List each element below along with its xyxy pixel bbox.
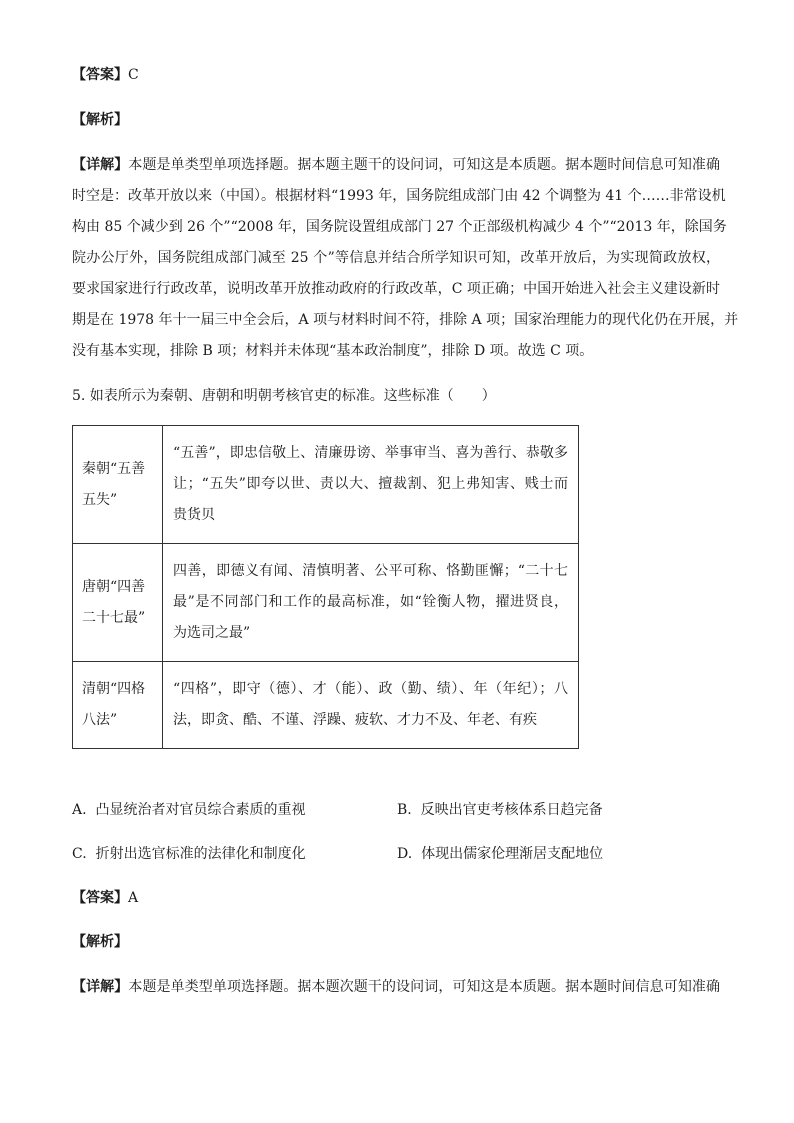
- era-cell: [73, 544, 163, 662]
- explanation-line: [72, 975, 720, 999]
- standard-line: 最”是不同部门和工作的最高标准，如“铨衡人物，擢进贤良，: [173, 594, 568, 610]
- option-letter: A.: [72, 802, 87, 818]
- standard-line: 贵货贝: [173, 507, 215, 523]
- option-letter: C.: [72, 846, 87, 862]
- era-line: 秦朝“五善: [82, 460, 146, 477]
- explanation-line: 要求国家进行行政改革，说明改革开放推动政府的行政改革，C 项正确；中国开始进入社会主义建设新时: [72, 281, 720, 297]
- explanation-line: 院办公厅外，国务院组成部门减至 25 个”等信息并结合所学知识可知，改革开放后，为实现简政放权，: [72, 250, 720, 266]
- standard-line: 法，即贪、酷、不谨、浮躁、疲软、才力不及、年老、有疾: [173, 712, 537, 728]
- option-b: [397, 798, 603, 822]
- standard-line: “五善”，即忠信敬上、清廉毋谤、举事审当、喜为善行、恭敬多: [173, 445, 568, 461]
- explanation-text: 本题是单类型单项选择题。据本题主题干的设问词，可知这是本质题。据本题时间信息可知准确: [128, 157, 721, 173]
- option-text: 反映出官吏考核体系日趋完备: [420, 802, 603, 818]
- table-row: [73, 544, 579, 662]
- standard-line: 为选司之最”: [173, 625, 251, 641]
- answer-value: A: [128, 890, 139, 906]
- analysis-label: 【解析】: [72, 112, 128, 128]
- explanation-text: 本题是单类型单项选择题。据本题次题干的设问词，可知这是本质题。据本题时间信息可知准确: [128, 979, 721, 995]
- analysis-heading: [72, 108, 128, 132]
- era-cell: [73, 426, 163, 544]
- era-line: 二十七最”: [82, 609, 146, 626]
- standard-cell: [163, 426, 579, 544]
- option-letter: B.: [397, 802, 412, 818]
- answer-line: [72, 63, 139, 87]
- era-line: 清朝“四格: [82, 681, 146, 697]
- table-row: [73, 662, 579, 749]
- analysis-heading: [72, 930, 128, 954]
- era-cell: [73, 662, 163, 749]
- option-c: [72, 842, 306, 866]
- analysis-label: 【解析】: [72, 934, 128, 950]
- option-letter: D.: [397, 846, 413, 862]
- standard-line: “四格”，即守（德）、才（能）、政（勤、绩）、年（年纪）；八: [173, 681, 568, 697]
- option-text: 体现出儒家伦理渐居支配地位: [421, 846, 604, 862]
- explanation-line: 时空是：改革开放以来（中国）。根据材料“1993 年，国务院组成部门由 42 个调整为 41 个……非常设机: [72, 188, 726, 204]
- standard-line: 让；“五失”即夸以世、责以大、擅裁割、犯上弗知害、贱士而: [173, 476, 568, 492]
- table-row: [73, 426, 579, 544]
- explanation-label: 【详解】: [72, 979, 129, 995]
- answer-value: C: [128, 67, 139, 83]
- option-text: 凸显统治者对官员综合素质的重视: [95, 802, 306, 818]
- era-line: 唐朝“四善: [82, 578, 146, 595]
- option-a: [72, 798, 305, 822]
- standard-line: 四善，即德义有闻、清慎明著、公平可称、恪勤匪懈；“二十七: [173, 563, 568, 579]
- question-stem: 5. 如表所示为秦朝、唐朝和明朝考核官吏的标准。这些标准（ ）: [72, 388, 496, 404]
- explanation-line: 构由 85 个减少到 26 个”“2008 年，国务院设置组成部门 27 个正部级机构减少 4 个”“2013 年，除国务: [72, 219, 727, 235]
- option-d: [397, 842, 603, 866]
- answer-label: 【答案】: [72, 890, 128, 906]
- standard-cell: [163, 544, 579, 662]
- standard-cell: [163, 662, 579, 749]
- option-text: 折射出选官标准的法律化和制度化: [95, 846, 306, 862]
- answer-label: 【答案】: [72, 67, 128, 83]
- explanation-line: 期是在 1978 年十一届三中全会后，A 项与材料时间不符，排除 A 项；国家治理能力的现代化仍在开展，并: [72, 312, 739, 328]
- explanation-line: 没有基本实现，排除 B 项；材料并未体现“基本政治制度”，排除 D 项。故选 C 项。: [72, 343, 594, 359]
- standards-table: [72, 425, 579, 749]
- era-line: 八法”: [82, 712, 118, 728]
- answer-line: [72, 886, 138, 910]
- era-line: 五失”: [82, 491, 118, 508]
- explanation-label: 【详解】: [72, 157, 129, 173]
- explanation-line: [72, 153, 720, 177]
